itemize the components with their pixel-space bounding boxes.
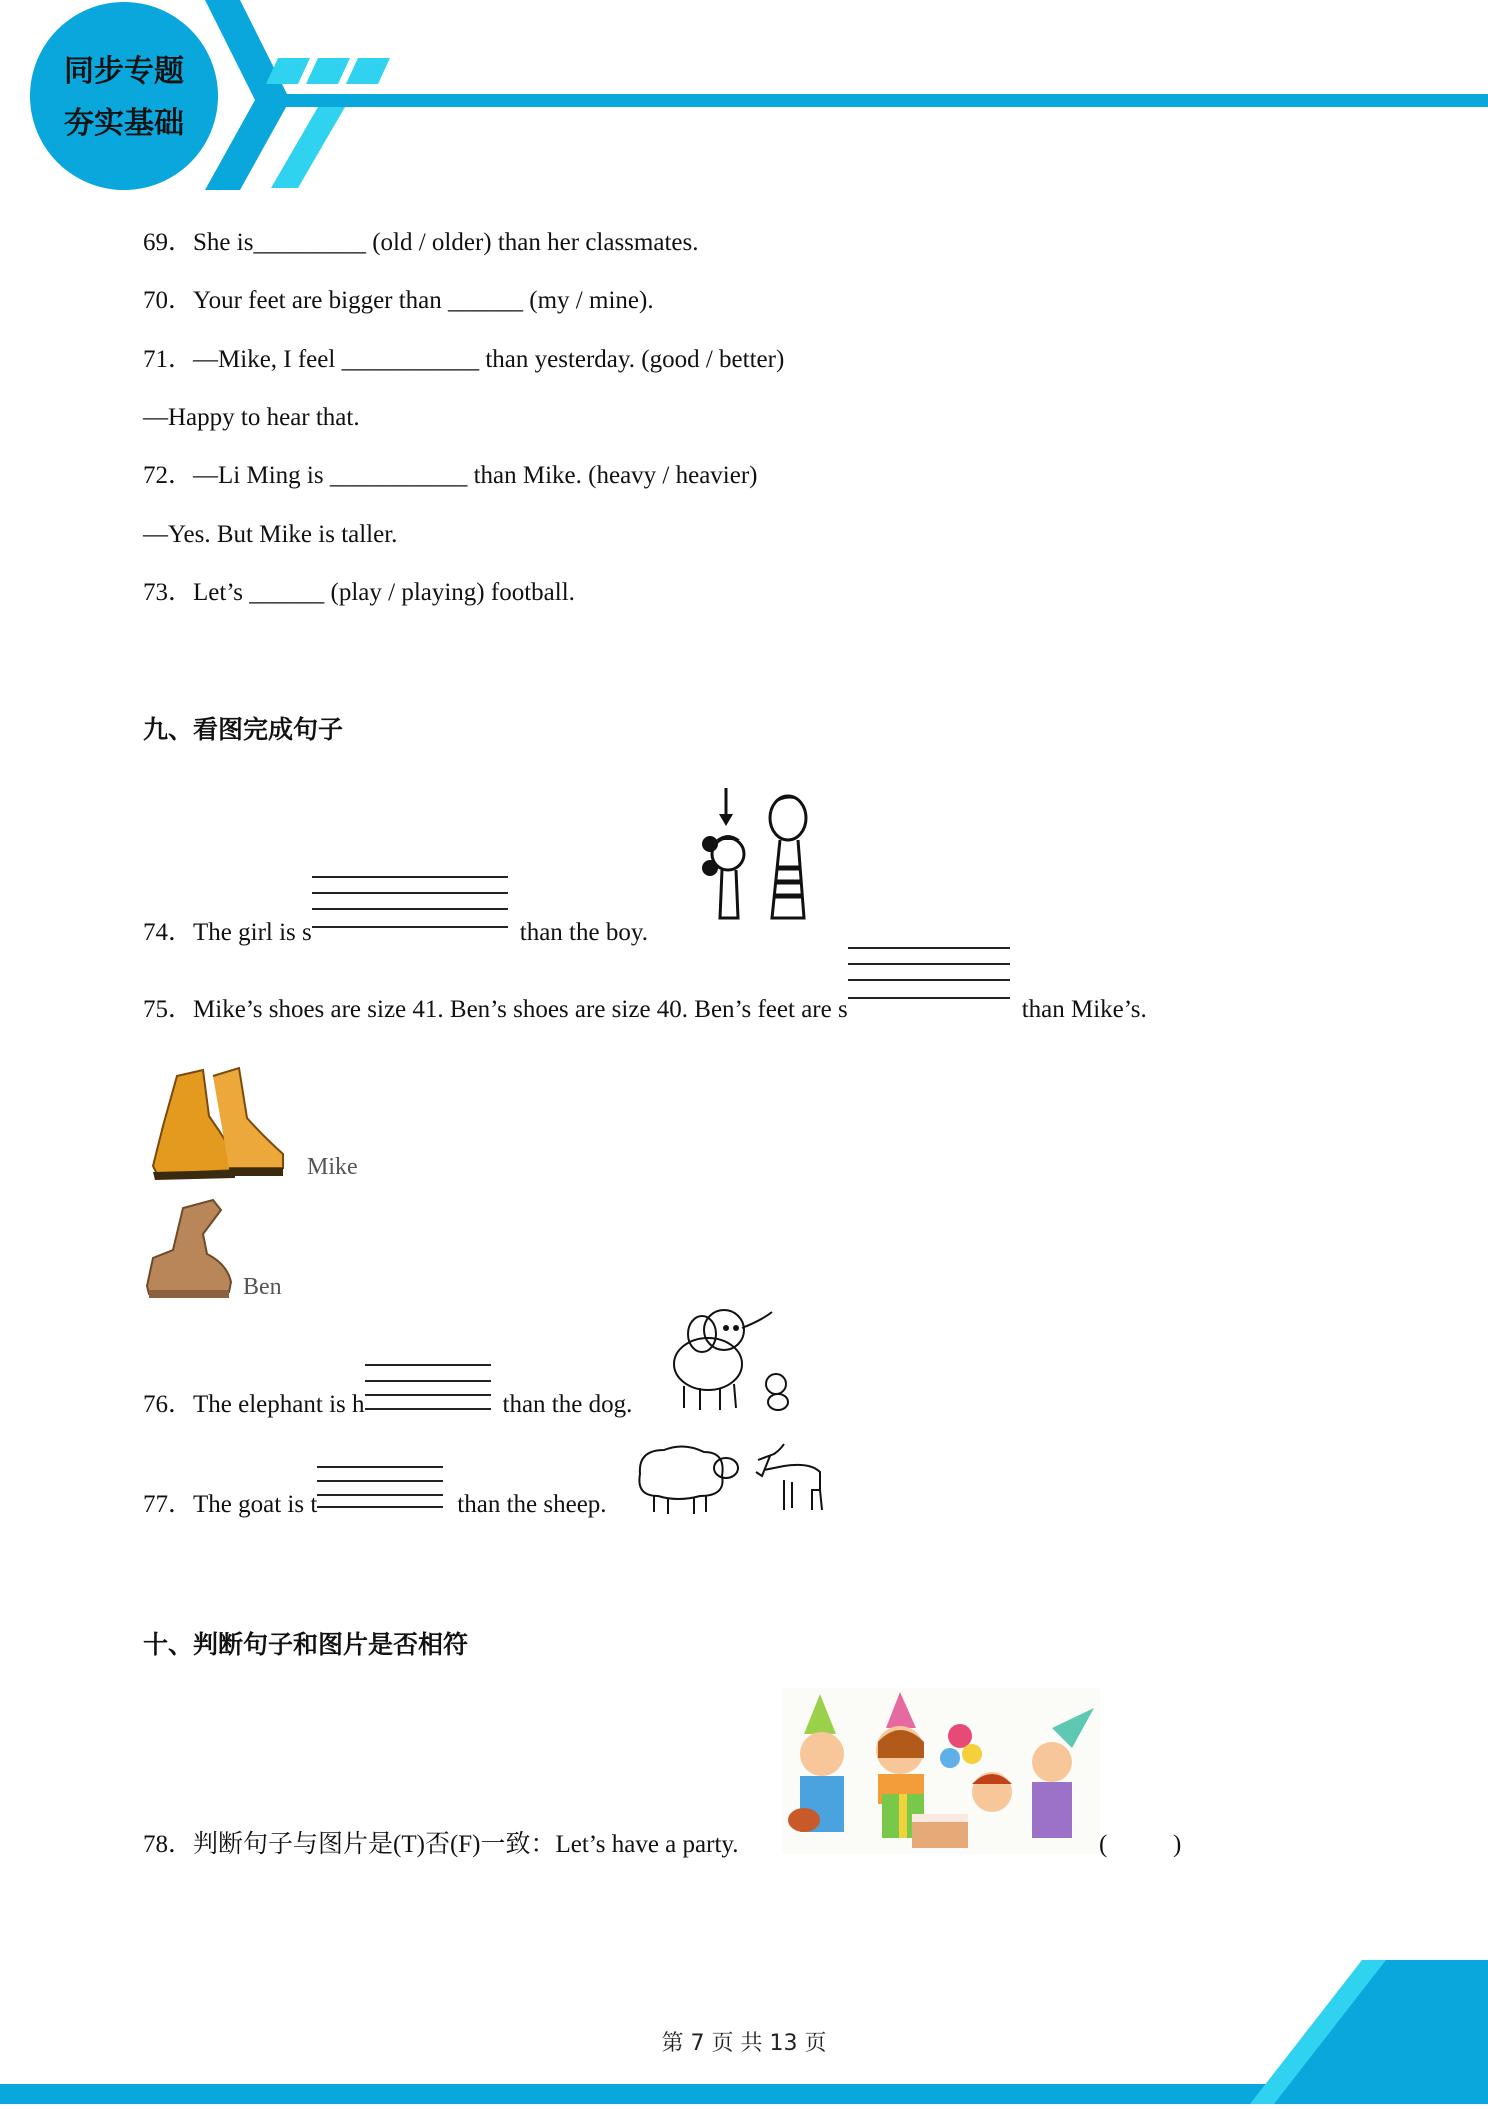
question-70 [143, 286, 654, 316]
question-text-before: Mike’s shoes are size 41. Ben’s shoes are size 40. Ben’s feet are s [193, 996, 848, 1023]
answer-blank[interactable] [317, 1492, 443, 1512]
question-text-after: than the boy. [519, 919, 648, 946]
question-text: —Mike, I feel ___________ than yesterday. (good / better) [193, 346, 785, 373]
party-picture [782, 1688, 1100, 1854]
girl-boy-picture [676, 778, 826, 928]
answer-paren-close: ) [1173, 1831, 1182, 1858]
question-text-before: The elephant is h [193, 1391, 365, 1418]
question-number: 73． [143, 579, 194, 606]
footer-decoration [0, 1960, 1488, 2104]
question-76 [143, 1390, 632, 1420]
ben-label: Ben [243, 1274, 282, 1300]
question-text: Let’s ______ (play / playing) football. [193, 579, 575, 606]
question-text-after: than the sheep. [457, 1491, 607, 1518]
ben-boot-picture [143, 1194, 243, 1300]
answer-blank[interactable] [365, 1392, 491, 1412]
section-9-title: 九、看图完成句子 [143, 715, 344, 744]
question-number: 76． [143, 1391, 194, 1418]
question-number: 71． [143, 346, 194, 373]
question-77 [143, 1490, 607, 1520]
question-73 [143, 578, 575, 608]
elephant-dog-picture [664, 1304, 798, 1416]
question-text: Your feet are bigger than ______ (my / mine). [193, 287, 654, 314]
header-banner [0, 0, 1488, 200]
badge-line-2: 夯实基础 [64, 106, 184, 141]
question-text: 判断句子与图片是(T)否(F)一致：Let’s have a party. [193, 1831, 739, 1858]
page-number: 第 7 页 共 13 页 [661, 2031, 827, 2056]
answer-box[interactable] [1112, 1830, 1172, 1860]
question-number: 72． [143, 462, 194, 489]
question-75 [143, 995, 1147, 1025]
question-number: 69． [143, 229, 194, 256]
answer-blank[interactable] [312, 920, 508, 940]
mike-boots-picture [143, 1036, 293, 1182]
question-text-before: The girl is s [193, 919, 312, 946]
question-71-reply [143, 403, 360, 433]
question-number: 78． [143, 1831, 194, 1858]
mike-label: Mike [307, 1154, 358, 1180]
question-72-reply [143, 520, 397, 550]
question-text-after: than the dog. [502, 1391, 633, 1418]
question-text-after: than Mike’s. [1021, 996, 1147, 1023]
question-number: 70． [143, 287, 194, 314]
answer-paren-open: ( [1099, 1831, 1108, 1858]
section-10-title: 十、判断句子和图片是否相符 [143, 1630, 469, 1659]
answer-blank[interactable] [848, 997, 1010, 1017]
reply-text: —Yes. But Mike is taller. [143, 521, 398, 548]
question-78 [143, 1830, 739, 1860]
question-72 [143, 461, 758, 491]
question-number: 74． [143, 919, 194, 946]
header-decoration [0, 0, 1488, 200]
header-badge-text [40, 46, 208, 150]
question-number: 75． [143, 996, 194, 1023]
question-text: She is_________ (old / older) than her classmates. [193, 229, 699, 256]
reply-text: —Happy to hear that. [143, 404, 360, 431]
question-text: —Li Ming is ___________ than Mike. (heavy / heavier) [193, 462, 758, 489]
sheep-goat-picture [634, 1440, 830, 1516]
question-number: 77． [143, 1491, 194, 1518]
question-69 [143, 228, 698, 258]
badge-line-1: 同步专题 [64, 54, 184, 89]
question-text-before: The goat is t [193, 1491, 318, 1518]
question-71 [143, 345, 784, 375]
question-74 [143, 918, 648, 948]
